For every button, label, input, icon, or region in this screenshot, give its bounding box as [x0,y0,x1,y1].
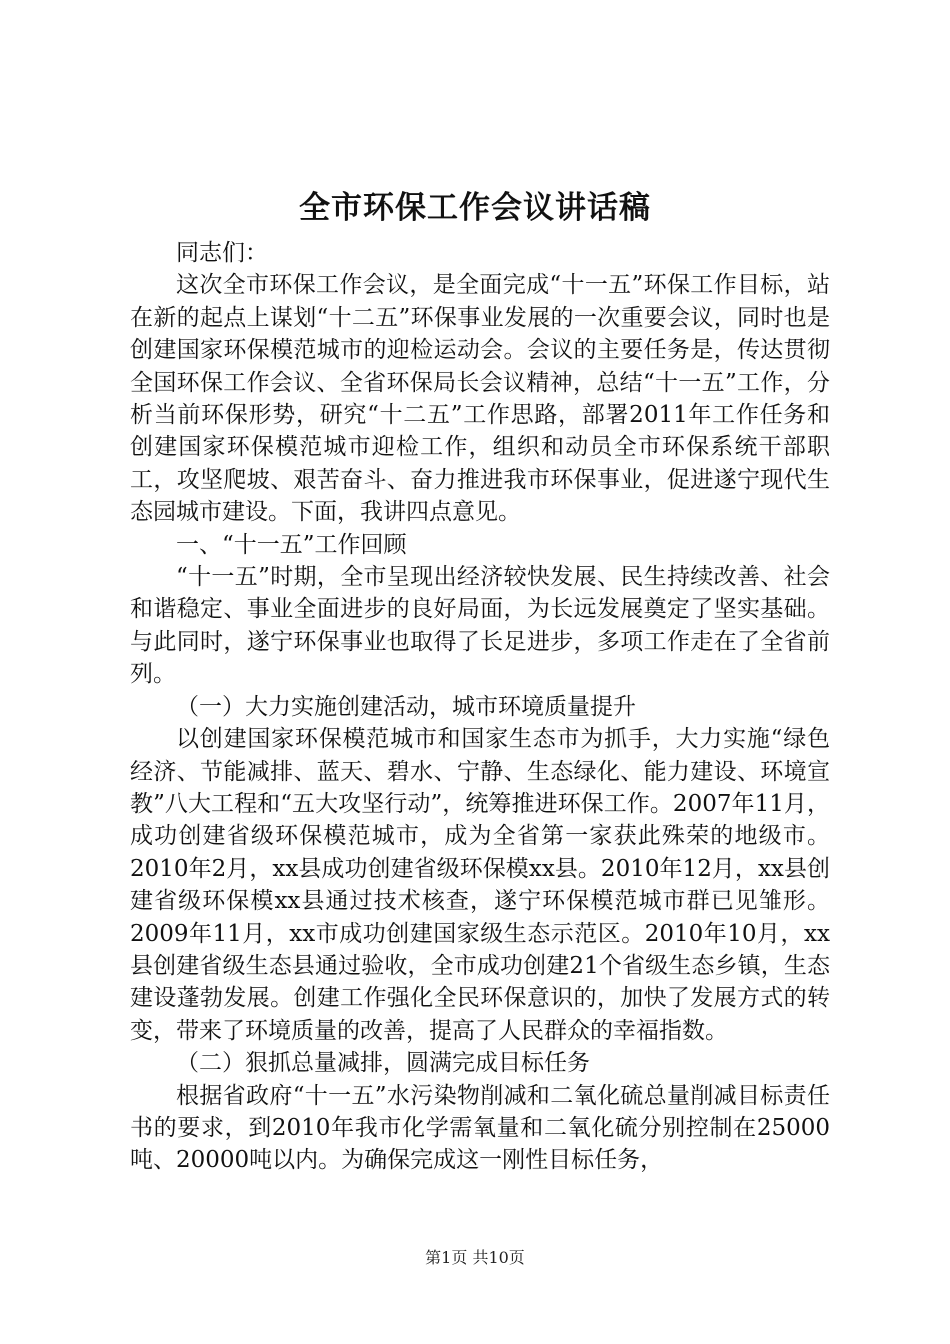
subsection-heading-1: （一）大力实施创建活动，城市环境质量提升 [176,693,636,720]
page-number: 第1页 共10页 [425,1248,525,1267]
paragraph-review: “十一五”时期，全市呈现出经济较快发展、民生持续改善、社会和谐稳定、事业全面进步的良好局面，为长远发展奠定了坚实基础。与此同时，遂宁环保事业也取得了长足进步，多项工作走在了全省前列。 [130,564,830,688]
salutation: 同志们： [176,240,268,266]
paragraph-reduction: 根据省政府“十一五”水污染物削减和二氧化硫总量削减目标责任书的要求，到2010年我市化学需氧量和二氧化硫分别控制在25000吨、20000吨以内。为确保完成这一刚性目标任务， [130,1082,830,1174]
paragraph-creation: 以创建国家环保模范城市和国家生态市为抓手，大力实施“绿色经济、节能减排、蓝天、碧水、宁静、生态绿化、能力建设、环境宣教”八大工程和“五大攻坚行动”，统筹推进环保工作。2007年11月，成功创建省级环保模范城市，成为全省第一家获此殊荣的地级市。2010年2月，xx县成功创建省级环保模xx县。2010年12月，xx县创建省级环保模xx县通过技术核查，遂宁环保模范城市群已见雏形。2009年11月，xx市成功创建国家级生态示范区。2010年10月，xx县创建省级生态县通过验收，全市成功创建21个省级生态乡镇，生态建设蓬勃发展。创建工作强化全民环保意识的，加快了发展方式的转变，带来了环境质量的改善，提高了人民群众的幸福指数。 [130,726,830,1044]
section-heading-1: 一、“十一五”工作回顾 [176,531,407,558]
document-title: 全市环保工作会议讲话稿 [299,190,651,226]
subsection-heading-2: （二）狠抓总量减排，圆满完成目标任务 [176,1050,590,1077]
document-body [130,237,830,1177]
paragraph-intro: 这次全市环保工作会议，是全面完成“十一五”环保工作目标，站在新的起点上谋划“十二五”环保事业发展的一次重要会议，同时也是创建国家环保模范城市的迎检运动会。会议的主要任务是，传达贯彻全国环保工作会议、全省环保局长会议精神，总结“十一五”工作，分析当前环保形势，研究“十二五”工作思路，部署2011年工作任务和创建国家环保模范城市迎检工作，组织和动员全市环保系统干部职工，攻坚爬坡、艰苦奋斗、奋力推进我市环保事业，促进遂宁现代生态园城市建设。下面，我讲四点意见。 [130,272,830,526]
